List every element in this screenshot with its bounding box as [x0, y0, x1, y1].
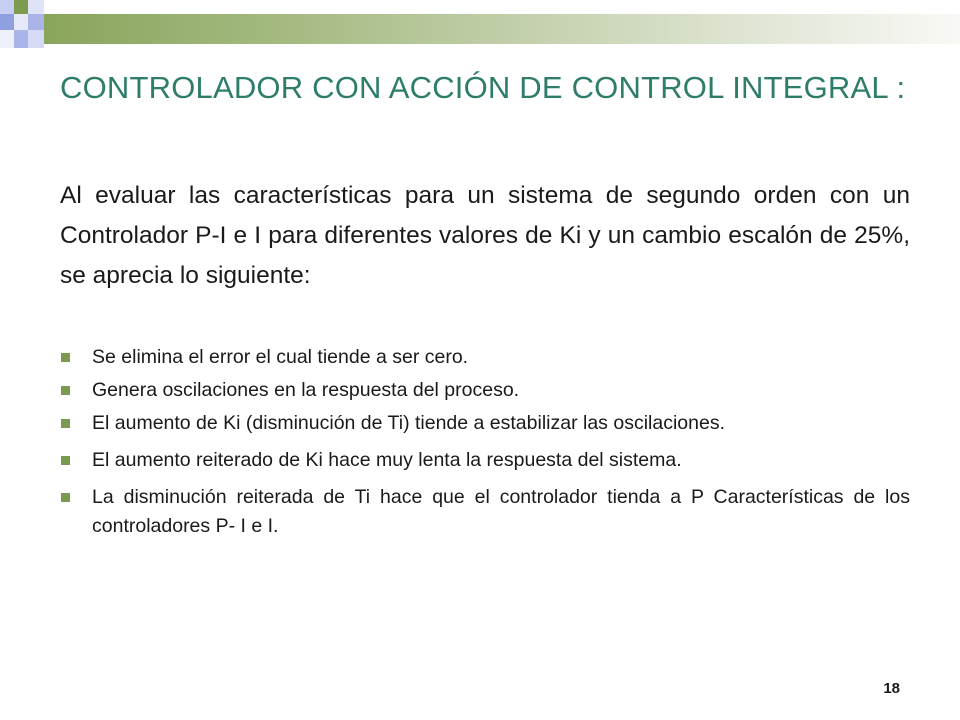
bullet-item [60, 409, 910, 438]
bullet-item [60, 343, 910, 372]
square-bullet-icon [61, 419, 70, 428]
bullet-text: El aumento de Ki (disminución de Ti) tiende a estabilizar las oscilaciones. [92, 412, 725, 434]
intro-paragraph: Al evaluar las características para un sistema de segundo orden con un Controlador P-I e I para diferentes valores de Ki y un cambio escalón de 25%, se aprecia lo siguiente: [60, 182, 910, 289]
bullet-item [60, 376, 910, 405]
bullet-text: Genera oscilaciones en la respuesta del proceso. [92, 379, 520, 401]
bullet-text: El aumento reiterado de Ki hace muy lenta la respuesta del sistema. [92, 449, 682, 471]
bullet-list [60, 343, 910, 541]
slide-title: CONTROLADOR CON ACCIÓN DE CONTROL INTEGRAL : [60, 70, 906, 105]
square-bullet-icon [61, 456, 70, 465]
square-bullet-icon [61, 493, 70, 502]
header-gradient-bar [44, 14, 960, 44]
bullet-text: Se elimina el error el cual tiende a ser cero. [92, 346, 469, 368]
bullet-item [60, 483, 910, 541]
square-bullet-icon [61, 353, 70, 362]
bullet-item [60, 446, 910, 475]
page-number: 18 [883, 680, 900, 697]
square-bullet-icon [61, 386, 70, 395]
bullet-text: La disminución reiterada de Ti hace que el controlador tienda a P Características de los controladores P- I e I. [92, 486, 910, 537]
